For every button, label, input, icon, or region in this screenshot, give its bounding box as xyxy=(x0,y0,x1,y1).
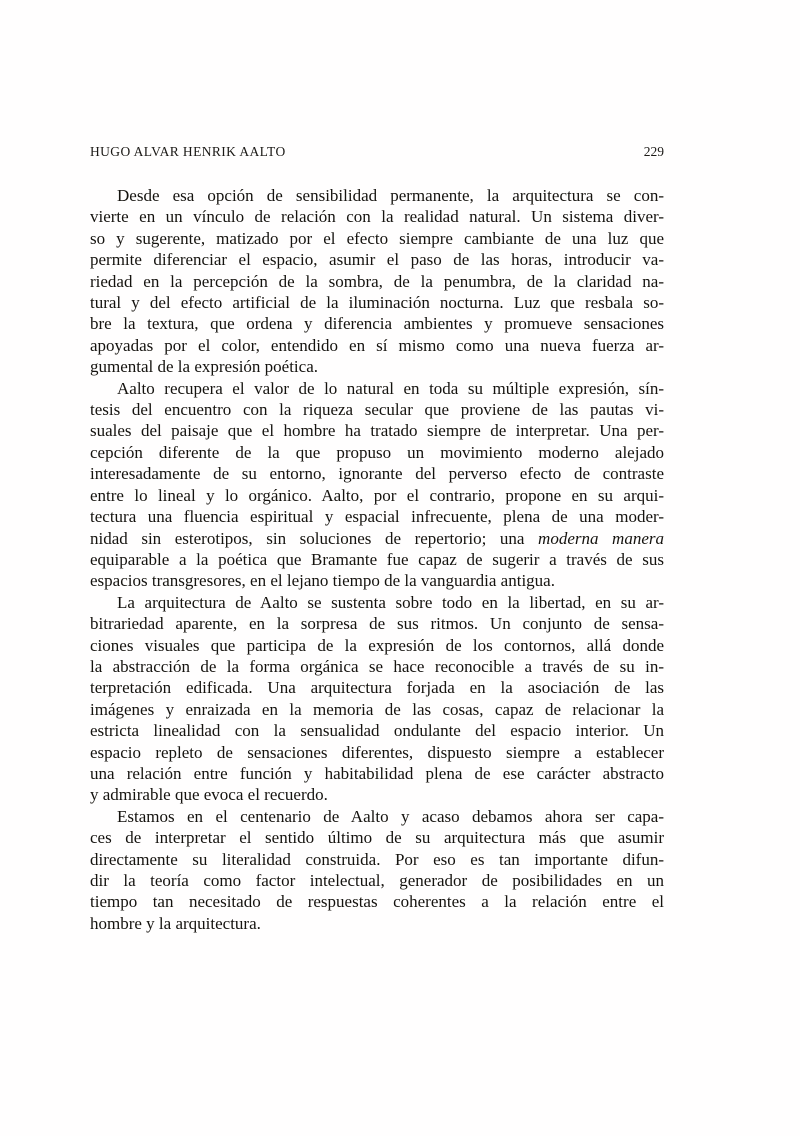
text-line: gumental de la expresión poética. xyxy=(90,357,318,377)
text-line: suales del paisaje que el hombre ha tratado siempre de interpretar. Una per- xyxy=(90,421,664,441)
text-line: nidad sin esterotipos, sin soluciones de repertorio; una moderna manera xyxy=(90,528,664,548)
text-line: Estamos en el centenario de Aalto y acaso debamos ahora ser capa- xyxy=(117,806,664,826)
text-line: permite diferenciar el espacio, asumir el paso de las horas, introducir va- xyxy=(90,250,664,270)
text-line: espacios transgresores, en el lejano tiempo de la vanguardia antigua. xyxy=(90,571,555,591)
text-line: la abstracción de la forma orgánica se hace reconocible a través de su in- xyxy=(90,656,664,676)
text-line: bre la textura, que ordena y diferencia ambientes y promueve sensaciones xyxy=(90,314,664,334)
text-line: vierte en un vínculo de relación con la realidad natural. Un sistema diver- xyxy=(90,207,664,227)
text-line: ces de interpretar el sentido último de su arquitectura más que asumir xyxy=(90,828,664,848)
text-line: riedad en la percepción de la sombra, de la penumbra, de la claridad na- xyxy=(90,271,664,291)
text-line: so y sugerente, matizado por el efecto siempre cambiante de una luz que xyxy=(90,228,664,248)
paragraph xyxy=(90,592,664,806)
paragraph xyxy=(90,185,664,378)
text-line: Aalto recupera el valor de lo natural en toda su múltiple expresión, sín- xyxy=(117,378,664,398)
running-header xyxy=(90,144,664,159)
text-line: tectura una fluencia espiritual y espacial infrecuente, plena de una moder- xyxy=(90,507,664,527)
text-line: estricta linealidad con la sensualidad ondulante del espacio interior. Un xyxy=(90,721,664,741)
body-text xyxy=(90,185,664,934)
text-line: directamente su literalidad construida. Por eso es tan importante difun- xyxy=(90,849,664,869)
text-line: cepción diferente de la que propuso un movimiento moderno alejado xyxy=(90,442,664,462)
page-number: 229 xyxy=(643,144,664,159)
header-title: HUGO ALVAR HENRIK AALTO xyxy=(90,144,286,159)
text-line: terpretación edificada. Una arquitectura forjada en la asociación de las xyxy=(90,678,664,698)
text-line: una relación entre función y habitabilidad plena de ese carácter abstracto xyxy=(90,763,664,783)
text-line: equiparable a la poética que Bramante fue capaz de sugerir a través de sus xyxy=(90,549,664,569)
text-line: y admirable que evoca el recuerdo. xyxy=(90,785,328,805)
text-line: imágenes y enraizada en la memoria de las cosas, capaz de relacionar la xyxy=(90,699,664,719)
paragraph xyxy=(90,378,664,592)
text-line: tiempo tan necesitado de respuestas coherentes a la relación entre el xyxy=(90,892,664,912)
text-line: espacio repleto de sensaciones diferentes, dispuesto siempre a establecer xyxy=(90,742,664,762)
text-line: entre lo lineal y lo orgánico. Aalto, por el contrario, propone en su arqui- xyxy=(90,485,664,505)
text-line: tesis del encuentro con la riqueza secular que proviene de las pautas vi- xyxy=(90,400,664,420)
text-line: ciones visuales que participa de la expresión de los contornos, allá donde xyxy=(90,635,664,655)
text-line: Desde esa opción de sensibilidad permanente, la arquitectura se con- xyxy=(117,186,664,205)
text-line: dir la teoría como factor intelectual, generador de posibilidades en un xyxy=(90,871,664,890)
text-line: hombre y la arquitectura. xyxy=(90,913,261,933)
text-line: interesadamente de su entorno, ignorante del perverso efecto de contraste xyxy=(90,464,664,484)
text-line: bitrariedad aparente, en la sorpresa de sus ritmos. Un conjunto de sensa- xyxy=(90,614,664,634)
text-line: apoyadas por el color, entendido en sí mismo como una nueva fuerza ar- xyxy=(90,335,664,355)
text-line: La arquitectura de Aalto se sustenta sobre todo en la libertad, en su ar- xyxy=(117,592,664,612)
paragraph xyxy=(90,806,664,934)
text-line: tural y del efecto artificial de la iluminación nocturna. Luz que resbala so- xyxy=(90,293,664,313)
